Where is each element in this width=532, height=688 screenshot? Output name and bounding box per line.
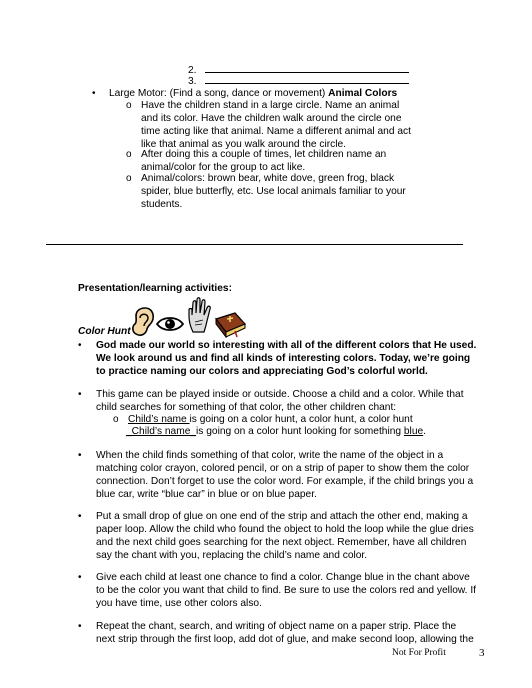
sub-bullet: o <box>113 414 119 425</box>
text-line: child searches for something of that color, the other children chant: <box>96 402 397 413</box>
section-heading: Presentation/learning activities: <box>78 283 232 294</box>
text-line: connection. Don’t forget to use the color word. For example, if the child brings you a <box>96 476 474 487</box>
text-line: blue car, write “blue car” in blue or on blue paper. <box>96 489 317 500</box>
text-line: and its color. Have the children walk around the circle one <box>141 113 402 124</box>
paragraph-2 <box>96 510 474 562</box>
fill-in-blank-line <box>205 63 409 73</box>
child-name-placeholder: Child’s name <box>128 414 190 425</box>
text-line: to be the color you want that child to find. Be sure to use the colors red and yellow. If <box>96 585 476 596</box>
chant-line-2 <box>126 425 426 438</box>
text-line: This game can be played inside or outside. Choose a child and a color. While that <box>96 389 464 400</box>
paragraph-4 <box>96 620 474 646</box>
text-line: time acting like that animal. Name a different animal and act <box>141 126 411 137</box>
text-line: After doing this a couple of times, let children name an <box>141 149 387 160</box>
intro-paragraph <box>96 339 476 378</box>
text-line: next strip through the first loop, add dot of glue, and make second loop, allowing the <box>96 634 474 645</box>
color-hunt-label: Color Hunt <box>78 326 131 337</box>
large-motor-prefix: Large Motor: (Find a song, dance or movement) <box>109 88 329 99</box>
text-line: God made our world so interesting with all of the different colors that He used. <box>96 340 477 351</box>
list-number: 3. <box>188 76 197 87</box>
text-line: say the chant with you, replacing the child’s name and color. <box>96 550 368 561</box>
sub-bullet: o <box>126 173 132 184</box>
numbered-blank-3 <box>188 74 409 88</box>
eye-icon <box>155 314 185 334</box>
bullet: • <box>78 340 82 351</box>
text-line: paper loop. Allow the child who found the object to hold the loop while the glue dries <box>96 524 474 535</box>
sub-item-1 <box>141 99 411 151</box>
paragraph-3 <box>96 571 476 610</box>
hand-icon <box>186 296 214 334</box>
text-line: matching color crayon, colored pencil, or on a strip of paper to show them the color <box>96 463 470 474</box>
text-line: We look around us and find all kinds of interesting colors. Today, we’re going <box>96 353 471 364</box>
bible-icon <box>213 310 247 338</box>
text-line: students. <box>141 199 183 210</box>
text-line: Have the children stand in a large circle. Name an animal <box>141 100 400 111</box>
bullet: • <box>92 88 96 99</box>
chant-text: is going on a color hunt, a color hunt, a color hunt <box>189 414 413 425</box>
game-paragraph <box>96 388 464 414</box>
bullet: • <box>78 621 82 632</box>
sub-bullet: o <box>126 149 132 160</box>
sub-item-2 <box>141 148 386 174</box>
text-line: like that animal as you walk around the circle. <box>141 139 346 150</box>
ear-icon <box>128 306 156 338</box>
text-line: animal/color for the group to act like. <box>141 162 306 173</box>
sub-bullet: o <box>126 100 132 111</box>
chant-text: is going on a color hunt looking for something <box>196 426 404 437</box>
text-line: and the next child goes searching for the next object. Remember, have all children <box>96 537 467 548</box>
fill-in-blank-line <box>205 74 409 84</box>
page-number: 3 <box>479 647 485 659</box>
text-line: spider, blue butterfly, etc. Use local animals familiar to your <box>141 186 406 197</box>
text-line: Put a small drop of glue on one end of the strip and attach the other end, making a <box>96 511 468 522</box>
sub-item-3 <box>141 172 406 211</box>
bullet: • <box>78 511 82 522</box>
text-line: Repeat the chant, search, and writing of object name on a paper strip. Place the <box>96 621 457 632</box>
large-motor-title: Animal Colors <box>328 88 398 99</box>
bullet: • <box>78 572 82 583</box>
child-name-placeholder: _Child’s name_ <box>126 426 197 437</box>
chant-end: . <box>423 426 426 437</box>
text-line: Give each child at least one chance to find a color. Change blue in the chant above <box>96 572 470 583</box>
list-number: 2. <box>188 65 197 76</box>
section-divider <box>46 244 463 245</box>
text-line: you have time, use other colors also. <box>96 598 262 609</box>
bullet: • <box>78 450 82 461</box>
text-line: Animal/colors: brown bear, white dove, green frog, black <box>141 173 395 184</box>
color-word: blue <box>403 426 424 437</box>
text-line: When the child finds something of that color, write the name of the object in a <box>96 450 444 461</box>
bullet: • <box>78 389 82 400</box>
paragraph-1 <box>96 449 473 501</box>
text-line: to practice naming our colors and appreciating God’s colorful world. <box>96 366 428 377</box>
footer-text: Not For Profit <box>392 648 446 658</box>
